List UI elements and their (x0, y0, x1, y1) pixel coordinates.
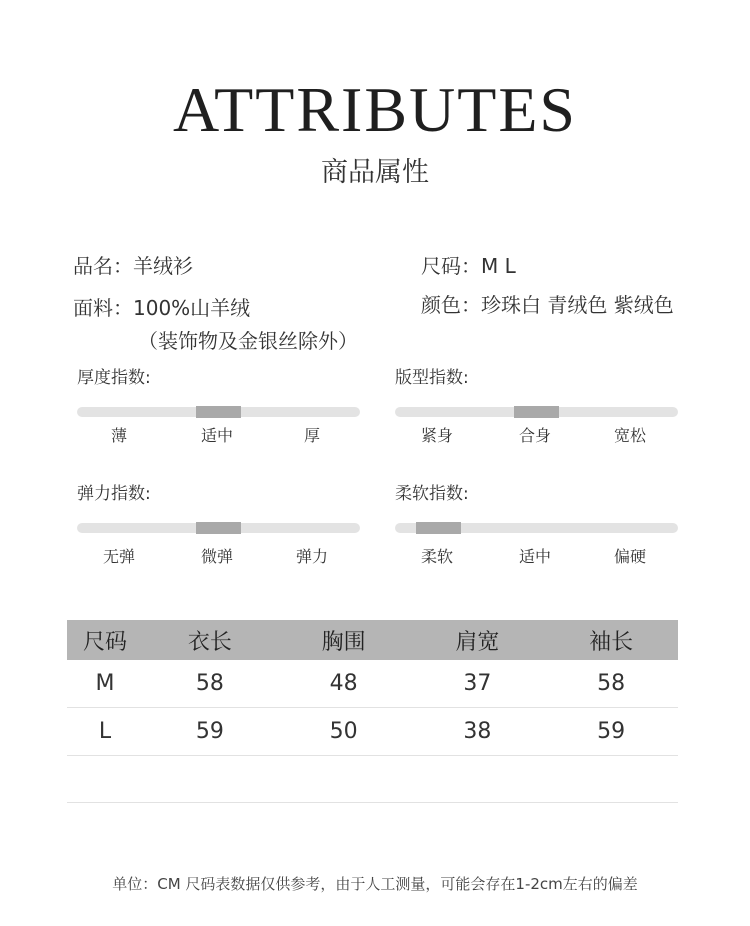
softness-index-track (395, 523, 678, 533)
empty-cell (544, 756, 678, 803)
thickness-index-tick: 适中 (200, 426, 233, 445)
size-label: 尺码： (421, 254, 481, 278)
elasticity-index-tick: 无弹 (102, 547, 135, 566)
fabric-note: （装饰物及金银丝除外） (138, 329, 358, 353)
color-value: 珍珠白 青绒色 紫绒色 (481, 293, 674, 317)
softness-index-tick: 适中 (518, 547, 551, 566)
empty-cell (277, 756, 411, 803)
fit-index-tick: 合身 (518, 426, 551, 445)
size-table-header (67, 620, 678, 660)
page-title: ATTRIBUTES (173, 74, 577, 145)
size-row (421, 252, 516, 280)
table-cell: 48 (277, 660, 411, 708)
fit-index-tick: 宽松 (613, 426, 646, 445)
table-cell: 38 (411, 708, 545, 756)
header-chest: 胸围 (277, 620, 411, 660)
table-cell: L (67, 708, 143, 756)
thickness-index-label: 厚度指数: (77, 368, 151, 388)
softness-index-label: 柔软指数: (395, 484, 469, 504)
empty-cell (67, 756, 143, 803)
fit-index-tick: 紧身 (420, 426, 453, 445)
table-cell: 37 (411, 660, 545, 708)
fabric-value: 100%山羊绒 (133, 296, 251, 320)
table-cell: 50 (277, 708, 411, 756)
elasticity-index-label: 弹力指数: (77, 484, 151, 504)
table-cell: 58 (544, 660, 678, 708)
softness-index-tick: 偏硬 (613, 547, 646, 566)
empty-cell (143, 756, 277, 803)
thickness-index-tick: 薄 (110, 426, 127, 445)
fabric-row (73, 294, 250, 322)
fit-index-marker (514, 406, 559, 418)
table-cell: M (67, 660, 143, 708)
size-value: M L (481, 254, 516, 278)
header-length: 衣长 (143, 620, 277, 660)
table-cell: 58 (143, 660, 277, 708)
fit-index-track (395, 407, 678, 417)
table-row (67, 708, 678, 756)
thickness-index-track (77, 407, 360, 417)
footnote: 单位：CM 尺码表数据仅供参考，由于人工测量，可能会存在1-2cm左右的偏差 (112, 875, 638, 893)
page-subtitle: 商品属性 (321, 157, 429, 188)
color-row (421, 291, 674, 319)
size-table (67, 620, 678, 803)
fabric-label: 面料： (73, 296, 133, 320)
color-label: 颜色： (421, 293, 481, 317)
product-name-row (73, 252, 193, 280)
header-shoulder: 肩宽 (411, 620, 545, 660)
header-size: 尺码 (67, 620, 143, 660)
thickness-index-tick: 厚 (303, 426, 320, 445)
table-empty-row (67, 756, 678, 803)
elasticity-index-track (77, 523, 360, 533)
table-row (67, 660, 678, 708)
elasticity-index-tick: 微弹 (200, 547, 233, 566)
empty-cell (411, 756, 545, 803)
header-sleeve: 袖长 (544, 620, 678, 660)
product-name-value: 羊绒衫 (133, 254, 193, 278)
thickness-index-marker (196, 406, 241, 418)
softness-index-tick: 柔软 (420, 547, 453, 566)
table-cell: 59 (143, 708, 277, 756)
table-cell: 59 (544, 708, 678, 756)
softness-index-marker (416, 522, 461, 534)
fit-index-label: 版型指数: (395, 368, 469, 388)
elasticity-index-tick: 弹力 (295, 547, 328, 566)
product-name-label: 品名： (73, 254, 133, 278)
elasticity-index-marker (196, 522, 241, 534)
